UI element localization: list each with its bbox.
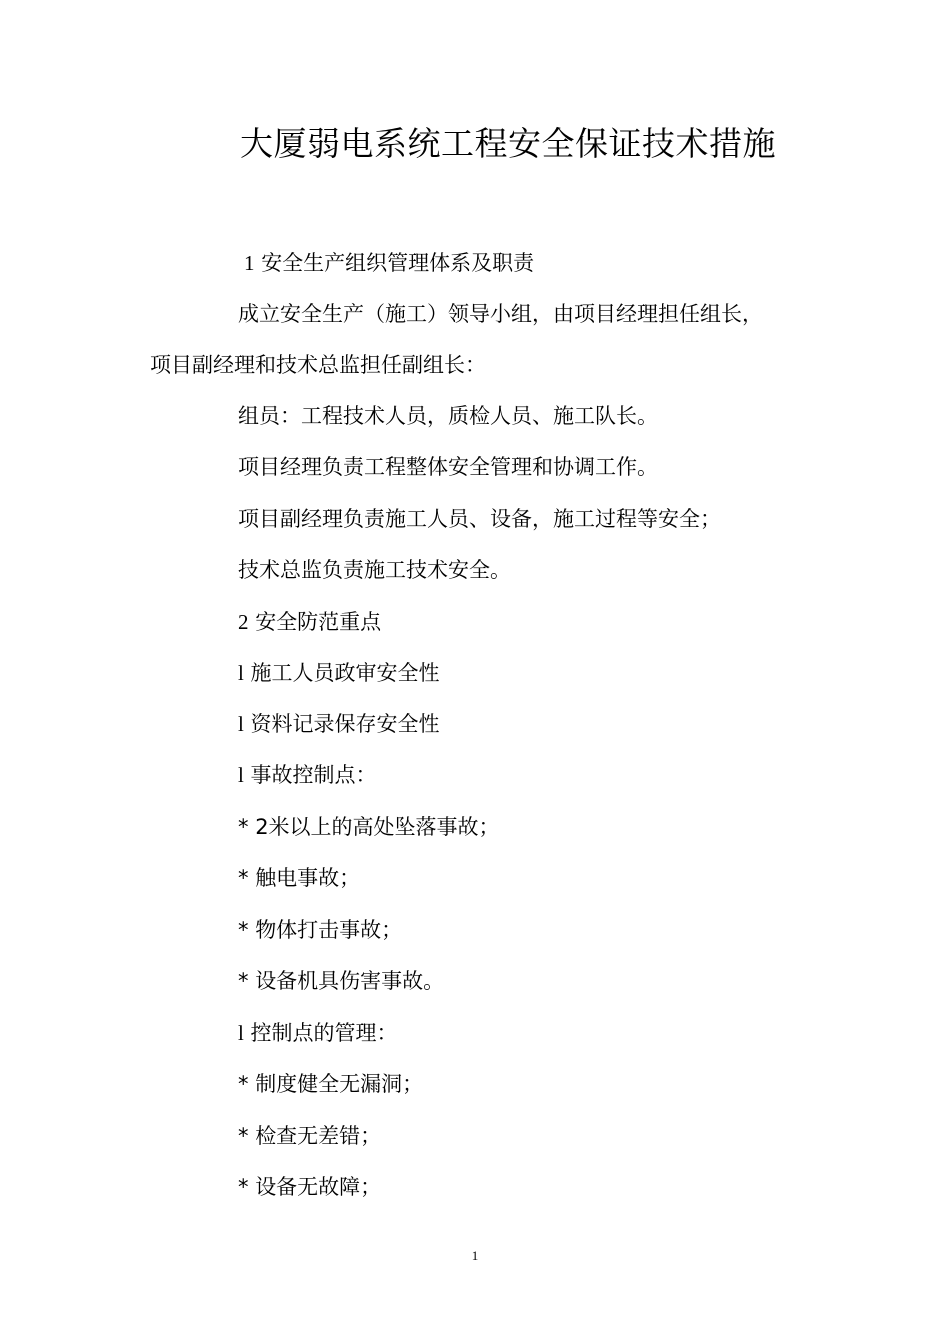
sub-list-item-text: 设备无故障； bbox=[255, 1175, 382, 1199]
list-item bbox=[238, 760, 377, 790]
list-item-text: 施工人员政审安全性 bbox=[250, 661, 440, 685]
section-heading-text: 安全防范重点 bbox=[255, 610, 382, 634]
asterisk-marker: * bbox=[238, 969, 249, 993]
bullet-marker: l bbox=[238, 1021, 244, 1045]
paragraph-line: 项目副经理和技术总监担任副组长： bbox=[150, 353, 486, 377]
sub-list-item bbox=[238, 915, 402, 945]
section-heading-2 bbox=[238, 607, 381, 637]
paragraph-line: 技术总监负责施工技术安全。 bbox=[238, 558, 511, 582]
sub-list-item bbox=[238, 1172, 381, 1202]
list-item-text: 资料记录保存安全性 bbox=[250, 712, 440, 736]
section-number: 2 bbox=[238, 610, 249, 634]
list-item-text: 事故控制点： bbox=[250, 763, 377, 787]
sub-list-item-text: 物体打击事故； bbox=[255, 918, 403, 942]
list-item bbox=[238, 1018, 398, 1048]
paragraph-line: 成立安全生产（施工）领导小组，由项目经理担任组长， bbox=[238, 302, 763, 326]
sub-list-item-text: 制度健全无漏洞； bbox=[255, 1072, 424, 1096]
paragraph-line: 组员：工程技术人员，质检人员、施工队长。 bbox=[238, 404, 658, 428]
section-heading-1 bbox=[244, 248, 534, 278]
paragraph-line: 项目经理负责工程整体安全管理和协调工作。 bbox=[238, 455, 658, 479]
paragraph-line: 项目副经理负责施工人员、设备，施工过程等安全； bbox=[238, 507, 721, 531]
list-item bbox=[238, 709, 440, 739]
asterisk-marker: * bbox=[238, 1124, 249, 1148]
section-number: 1 bbox=[244, 251, 255, 275]
list-item-text: 控制点的管理： bbox=[250, 1021, 398, 1045]
asterisk-marker: * bbox=[238, 918, 249, 942]
list-item bbox=[238, 658, 440, 688]
asterisk-marker: * bbox=[238, 866, 249, 890]
document-title: 大厦弱电系统工程安全保证技术措施 bbox=[240, 124, 776, 163]
sub-list-item bbox=[238, 812, 500, 842]
sub-list-item-text: 检查无差错； bbox=[255, 1124, 382, 1148]
sub-list-item-text: 触电事故； bbox=[255, 866, 361, 890]
sub-list-item-text: 设备机具伤害事故。 bbox=[255, 969, 445, 993]
bullet-marker: l bbox=[238, 661, 244, 685]
asterisk-marker: * bbox=[238, 815, 249, 839]
bullet-marker: l bbox=[238, 763, 244, 787]
section-heading-text: 安全生产组织管理体系及职责 bbox=[261, 251, 535, 275]
sub-list-item bbox=[238, 863, 360, 893]
asterisk-marker: * bbox=[238, 1175, 249, 1199]
asterisk-marker: * bbox=[238, 1072, 249, 1096]
sub-list-item-text: 2米以上的高处坠落事故； bbox=[255, 815, 500, 839]
bullet-marker: l bbox=[238, 712, 244, 736]
sub-list-item bbox=[238, 966, 444, 996]
sub-list-item bbox=[238, 1069, 423, 1099]
sub-list-item bbox=[238, 1121, 381, 1151]
page-number: 1 bbox=[471, 1248, 479, 1263]
